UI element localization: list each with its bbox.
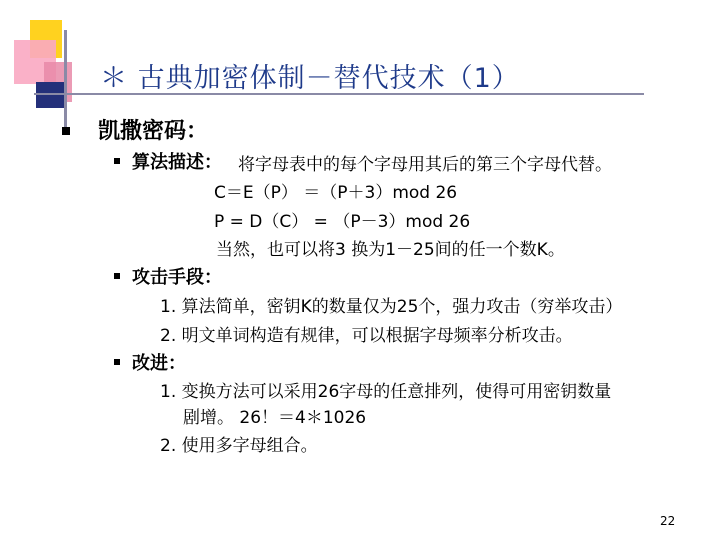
key-range-note: 当然，也可以将3 换为1－25间的任一个数K。 — [216, 240, 565, 260]
heading-caesar-cipher: 凯撒密码： — [98, 119, 209, 144]
algorithm-description: 将字母表中的每个字母用其后的第三个字母代替。 — [238, 155, 612, 175]
improve-label: 改进： — [132, 353, 186, 374]
page-number: 22 — [660, 514, 676, 528]
improve-item-1-line-1: 1. 变换方法可以采用26字母的任意排列，使得可用密钥数量 — [160, 382, 612, 402]
improve-item-1-line-2: 剧增。 26！＝4＊1026 — [183, 408, 367, 428]
encrypt-formula: C＝E（P） ＝（P＋3）mod 26 — [214, 183, 458, 203]
algorithm-label: 算法描述： — [132, 152, 222, 173]
bullet-square-icon — [114, 158, 120, 164]
decor-vertical-line — [64, 30, 67, 130]
attack-item-1: 1. 算法简单，密钥K的数量仅为25个，强力攻击（穷举攻击） — [160, 297, 623, 317]
attack-item-2: 2. 明文单词构造有规律，可以根据字母频率分析攻击。 — [160, 326, 573, 346]
decrypt-formula: P = D（C） = （P－3）mod 26 — [214, 212, 471, 232]
decor-navy-square — [36, 82, 64, 108]
improve-item-2: 2. 使用多字母组合。 — [160, 436, 318, 456]
bullet-square-icon — [114, 273, 120, 279]
bullet-square-icon — [114, 359, 120, 365]
slide-title: ＊ 古典加密体制－替代技术（1） — [100, 63, 520, 94]
bullet-square-icon — [62, 127, 70, 135]
attack-label: 攻击手段： — [132, 267, 222, 288]
